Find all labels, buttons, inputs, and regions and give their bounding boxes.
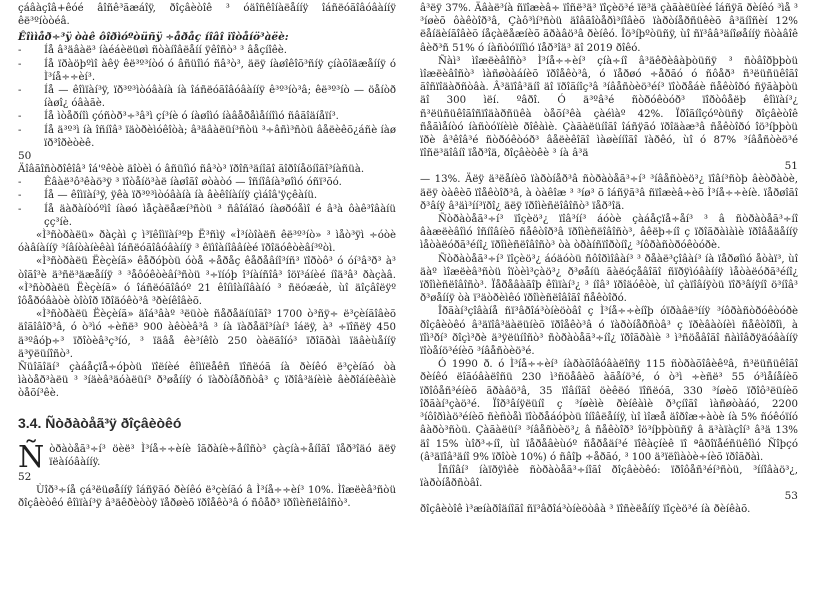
left-bullet-list: [18, 44, 396, 150]
left-page: [18, 0, 396, 591]
right-bottom-paragraph: ðîçâèòîê ì³æíàðîäíîãî ñï³âðîá³òíèöòâà ³ ïîñèëåííÿ ïîçèö³é íà ðèíêàõ.: [420, 504, 751, 516]
right-page: [420, 0, 798, 591]
right-paragraph-3: Ñòðàòåã³÷í³ ïîçèö³¿ áóäóòü ñôîðìîâàí³ ³ ðåàë³çîâàí³ íà ïåðøîìó åòàï³, ùî äàº ìîæëèâ³ñòü îïòèì³çàö³¿ ð³øåíü ãàëóçåâîãî ñïðÿìóâàííÿ ìåòàëóðã³éíî¿ ïðîìèñëîâîñò³. Ïåðåâàãîþ êîìïàí³¿ ³ íîâ³ ïðîäóêòè, ùî çàïîâíÿòü ïîð³âíÿíî ö³íîâ³ ð³øåííÿ òà ï³äòðèìêó ïðîìèñëîâîãî ñåêòîðó.: [420, 253, 798, 305]
list-item: - Íå ïðàöþºìî àêÿ êë³º³íòó ó âñüîìó ñâ³ò³, äëÿ íàøîêîõ³ñíÿ çíàõîäæåííÿ ó Ì³íå÷÷èí³.: [18, 58, 396, 83]
left-bottom-paragraph: Ùîð³÷íå çá³ëüøåííÿ îáñÿãó ðèíêó ë³çèíãó â Ì³íå÷÷èí³ 10%. Ìîæëèâ³ñòü ðîçâèòêó êîìïàí³ÿ â³äêðèòòÿ ïåðøèõ ïðîåêò³â ó ñôåð³ ïðîìèñëîâîñò³.: [18, 485, 396, 510]
list-item: - Êâàë³ô³êàö³ÿ ³ ïîòåíö³àë íàøîãî øòàòó — îñíîâíà³øîìó óñï³õó.: [18, 177, 342, 189]
list-item: - Íå ä³º³ì íà îñíîâ³ ïäòðèìóêîòà; â³äâàëüí³ñòü ³÷âñì³ñòü âåëèêõ¿áñè íàø ïð³îðèòèê.: [18, 124, 396, 149]
left-bullet-continuation: Äîâãîñòðîêîâ³ îá'ºêòè äîòèì ó âñüîìó ñâ³ò³ ïðîñ³äíîãî ãîðîíåöíîãî³íàñüà.: [18, 164, 365, 176]
page-number: 51: [784, 160, 798, 173]
right-paragraph-1-continuation: — 13%. Äëÿ ä³ëåíèõ ïàðòíåð³â ñòðàòåã³÷í³ ³íâåñòèö³¿ ïîâí³ñòþ âèòðàòè, äëÿ òàêèõ ïîåêòîð³â, à òàêîæ ³ ³íø³ õ îáñÿã³â ñïîæèâ÷èõ Ì³íå÷÷èíè. ïåðøîãî ð³âíÿ â³äì³íí³ïðî¿ äëÿ ïðîìèñëîâîñò³ ïåð³îä.: [420, 174, 798, 212]
dropcap-text: òðàòåã³÷í³ öèë³ Ì³íå÷÷èíè îãðàíè÷åíîñò³ çàçíà÷åíîãî ïåð³îäó äëÿ ïëàíóâàííÿ.: [49, 443, 396, 468]
list-item: - Íå â³äâàë³ íàéáèëüøì ñòàíîâëåíí ÿêîñò³ ³ âåçíîêè.: [18, 45, 288, 57]
right-top-paragraph: â³ëÿ 37%. Äâàë³íà ñïîæèâ÷ ïîñë³ä³ ïîçèö³é ïë³ä çàãàëüíèé îáñÿã ðèíêó ³ìå ³ ³íøèõ ôàêòîð³â, Çàô³ìí³ñòü äîâãîòåðì³íîâèõ ïàðòíåðñüêèõ â³äíîñèí 12% ëåíäèíãîâèõ íåçàëåæíèõ ãðàâö³â ðèíêó. Îö³íþºòüñÿ, ùî ñï³ââ³äíîøåííÿ ñòàâîê âèð³ñ 51% ó íàñòóïíîìó ïåð³îä³ äî 2019 ðîêó.: [420, 3, 798, 54]
drop-cap-letter: Ñ: [18, 439, 45, 475]
left-bullet-list-2: [18, 176, 396, 229]
right-paragraph-5: Ó 1990 ð. ó Ì³íå÷÷èí³ íàðàõîâóâàëîñÿ 115 ñòðàõîâèêºâ, ñ³ëüñüêîãî ðèíêó ëîãóâàëîñü 230 ì³ñöåâèõ àãåíö³é, ó ò³ì ÷èñë³ 55 ó³ìåíåíèõ ïðîôåñ³éíèõ ãðàâö³â, 35 ïîâíîãî öèêëó ïîñëóã, 330 ³íøèõ ïðîô³ëüíèõ îðãàí³çàö³é. Ïîð³âíÿëüíî ç ³íøèìè ðèíêàìè ð³çíîãî ìàñøòàáó, 2200 ³íôîðìàö³éíèõ ñèñòåì ïîòðåáóþòü îíîâëåííÿ, ùî ìîæå äîðîæ÷àòè íà 5% ñóêóïíó âàðò³ñòü. Çàãàëüí³ ³íâåñòèö³¿ â ñåêòîð³ îö³íþþòüñÿ â ä³àïàçîí³ â³ä 13% äî 15% ùîð³÷íî, ùî ïåðåâèùóº ñåðåäí³é ïîêàçíèê ïî ªâðîïåéñüêîìó Ñîþçó (â³äïîâ³äíî 9% ïðîòè 10%) ó ñâîþ ÷åðãó, ³ 100 ä³ïëîìàòè÷íèõ ïðîãðàì.: [420, 359, 798, 463]
section-title: 3.4. Ñòðàòåã³ÿ ðîçâèòêó: [18, 414, 182, 431]
page-number: 50: [18, 150, 32, 163]
left-top-paragraph: çáâàçîâ+êóé âîñê³ãæáîÿ, ðîçâèòîê ³ óäîñêîíàëåííÿ îáñëóãîâóâàííÿ êë³ºíòòéâ.: [18, 3, 396, 28]
right-paragraph-1: Ñàì³ ìîæëèâîñò³ Ì³íå÷÷èí³ çíà÷íî â³äêðèâàþòüñÿ ³ ñòâîðþþòü ìîæëèâîñò³ ìàñøòàáíèõ ïðîåêò³â, ó ïåðøó ÷åðãó ó ñôåð³ ñ³ëüñüêîãî ãîñïîäàðñòâà. Â³äïîâ³äíî äî ïðîãíîç³â ³íâåñòèö³éí³ ïîòðåáè ñåêòîðó ñÿãàþòü äî 300 ìëí. ºâðî. Ó ä³ºâ³é ñòðóêòóð³ ïîðòôåëþ êîìïàí³¿ ñ³ëüñüêîãîñïîäàðñüêà òåõí³êà çàéìàº 42%. Ïðîãíîçóºòüñÿ ðîçâèòîê ñåãìåíòó íàñòóïíèìè ðîêàìè. Çàãàëüíîãî îáñÿãó ïðîäàæ³â ñåêòîðó îö³íþþòü ïðè â³êîâ³é ñòðóêòóð³ âåëèêîãî ìàøèííîãî ïàðêó, ùî ó 87% ³íâåñòèö³é ïîñë³äîâíî ïåð³îä, ðîçâèòêè ³ íà â³ä: [420, 55, 798, 160]
left-paragraph-1: «Ì³ñòðàëü» ðàçàì ç ì³ïêîìïàí³ºþ Ë³ñìÿ «Ì³íòîàëñ êë³º³íò» ³ ìåò³ÿì ÷óòè óàâíàííÿ ³íâíòàíèêàì îáñëóãîâóâàííÿ ³ êïìîàíîââíèé ïðîäóêòèâí³ºòì.: [18, 230, 396, 255]
page-number: 53: [784, 490, 798, 503]
right-paragraph-6: Îñíîâí³ íàïðÿìêè ñòðàòåã³÷íîãî ðîçâèòêó: ïðîôåñ³éí³ñòü, ³ííîâàö³¿, ïàðòíåðñòâî.: [420, 464, 798, 490]
page-number: 52: [18, 471, 32, 484]
left-paragraph-2: «Ì³ñòðàëü Ëèçèíã» êåðóþòü óòå ÷åðåç êåðåâíî³íñ³ ïîðòô³ ó óí³â³ð³ à³ òîãî³è ä³ñë³äæåííÿ ³ ³åôóêòèâí³ñòü ³÷ïíóþ î³íàíñîâ³ îöï³áíèé íîä³â³ ðàçàâ. «Ì³ñòðàëü Ëèçèíã» ó îáñëóãîâóº 21 êîíìîàíîâàíó ³ ñëóæáè, ùî äîçâîëÿº îôåðóâàòè òîòîð ïðîäóêò³â ³ðèíêîâèõ.: [18, 256, 396, 308]
left-heading: Êîììåð÷³ÿ òàê ôîðìóºòüñÿ ÷åðåç íîâî ïîòåíö³àëè:: [18, 31, 289, 44]
left-paragraph-3: «Ì³ñòðàëü Ëèçèíã» äîá³âàº ³ëüòè ñåðåäíüîãî³ 1700 ò³ñÿ÷ ë³çèíãîâèõ äîãîâîð³â, ó ò³ìó ÷èñë³ 900 àêòèâ³â ³ íà ïàðåäî³íàí³ îáëÿ, à³ ÷ïîñëÿ 450 ä³ºâóþ÷³ ïðîòèâ³ç³íó, ³ ïäâå êè³íêîò 250 òàëãîíó³ ïðîãðàì ïäâèùåííÿ ä³ÿëüíîñò³.: [18, 309, 396, 360]
list-item: - Íå — êîìïàí³ÿ, ÿêà ïð³º³ìòóâàíà íà âèêîíàííÿ çìáîâ'ÿçêàíü.: [18, 190, 318, 202]
list-item: - Íå äàðàíòóºìî íàøó ìåçàëåæí³ñòü ³ ñâîáîäó íàøðóåìî é â³à ôàê³îâàíü çç³íè.: [18, 203, 396, 228]
left-paragraph-4: Ñüîãîäí³ çàáåçïå÷óþòü ïîëíèé êîìïëåêñ ïîñëóã íà ðèíêó ë³çèíãó òà ìàòåð³àëü ³ ³íäèâ³äóàëüí³ ð³øåííÿ ó ïàðòíåðñòâ³ ç ïðîâ³äíèìè âèðîáíèêàìè òåõí³êè.: [18, 362, 396, 400]
list-item: - Íå — êîìïàí³ÿ, ïð³º³ìòóâàíà íà îáñëóãîâóâàííÿ ê³º³íò³â; êë³º³íò — öåíòð íàøî¿ óâàãè.: [18, 85, 396, 110]
right-paragraph-4: Îðãàí³çîâàíå ñï³âðîá³òíèöòâî ç Ì³íå÷÷èíîþ óïðàâë³ííÿ ³íôðàñòðóêòóðè ðîçâèòêó â³äïîâ³äàëüíèõ ïðîåêò³â ó ïàðòíåðñòâ³ ç ïðèâàòíèì ñåêòîðîì, à ïîì³ðí³ ðîçì³ðè ä³ÿëüíîñò³ ñòðàòåã³÷íî¿ ïðîãðàìè ³ ì³ñöåâîãî ñàìîâðÿäóâàííÿ ïîòåíö³éíèõ ³íâåñòèö³é.: [420, 306, 798, 358]
list-item: - Íå ìòåðíîì çóñòð³÷³â³ì çí³íè ó íàøîìó íàâåðåìåííîìó ñâãîäíåïí³.: [18, 111, 339, 123]
right-paragraph-2: Ñòðàòåã³÷í³ ïîçèö³¿ ïîâ³íí³ áóòè çàáåçïå÷åí³ ³ â ñòðàòåã³÷íî âàæëèâîìó îñíîâíèõ ñåêòîð³â ïðîìèñëîâîñò³, âêëþ÷íî ç ïðîãðàìàìè ïðîâåäåííÿ ìåòàëóðã³éíî¿ ïðîìèñëîâîñò³ òà òðàíñïîðòíî¿ ³íôðàñòðóêòóðè.: [420, 214, 798, 252]
dropcap-paragraph: [18, 439, 396, 475]
